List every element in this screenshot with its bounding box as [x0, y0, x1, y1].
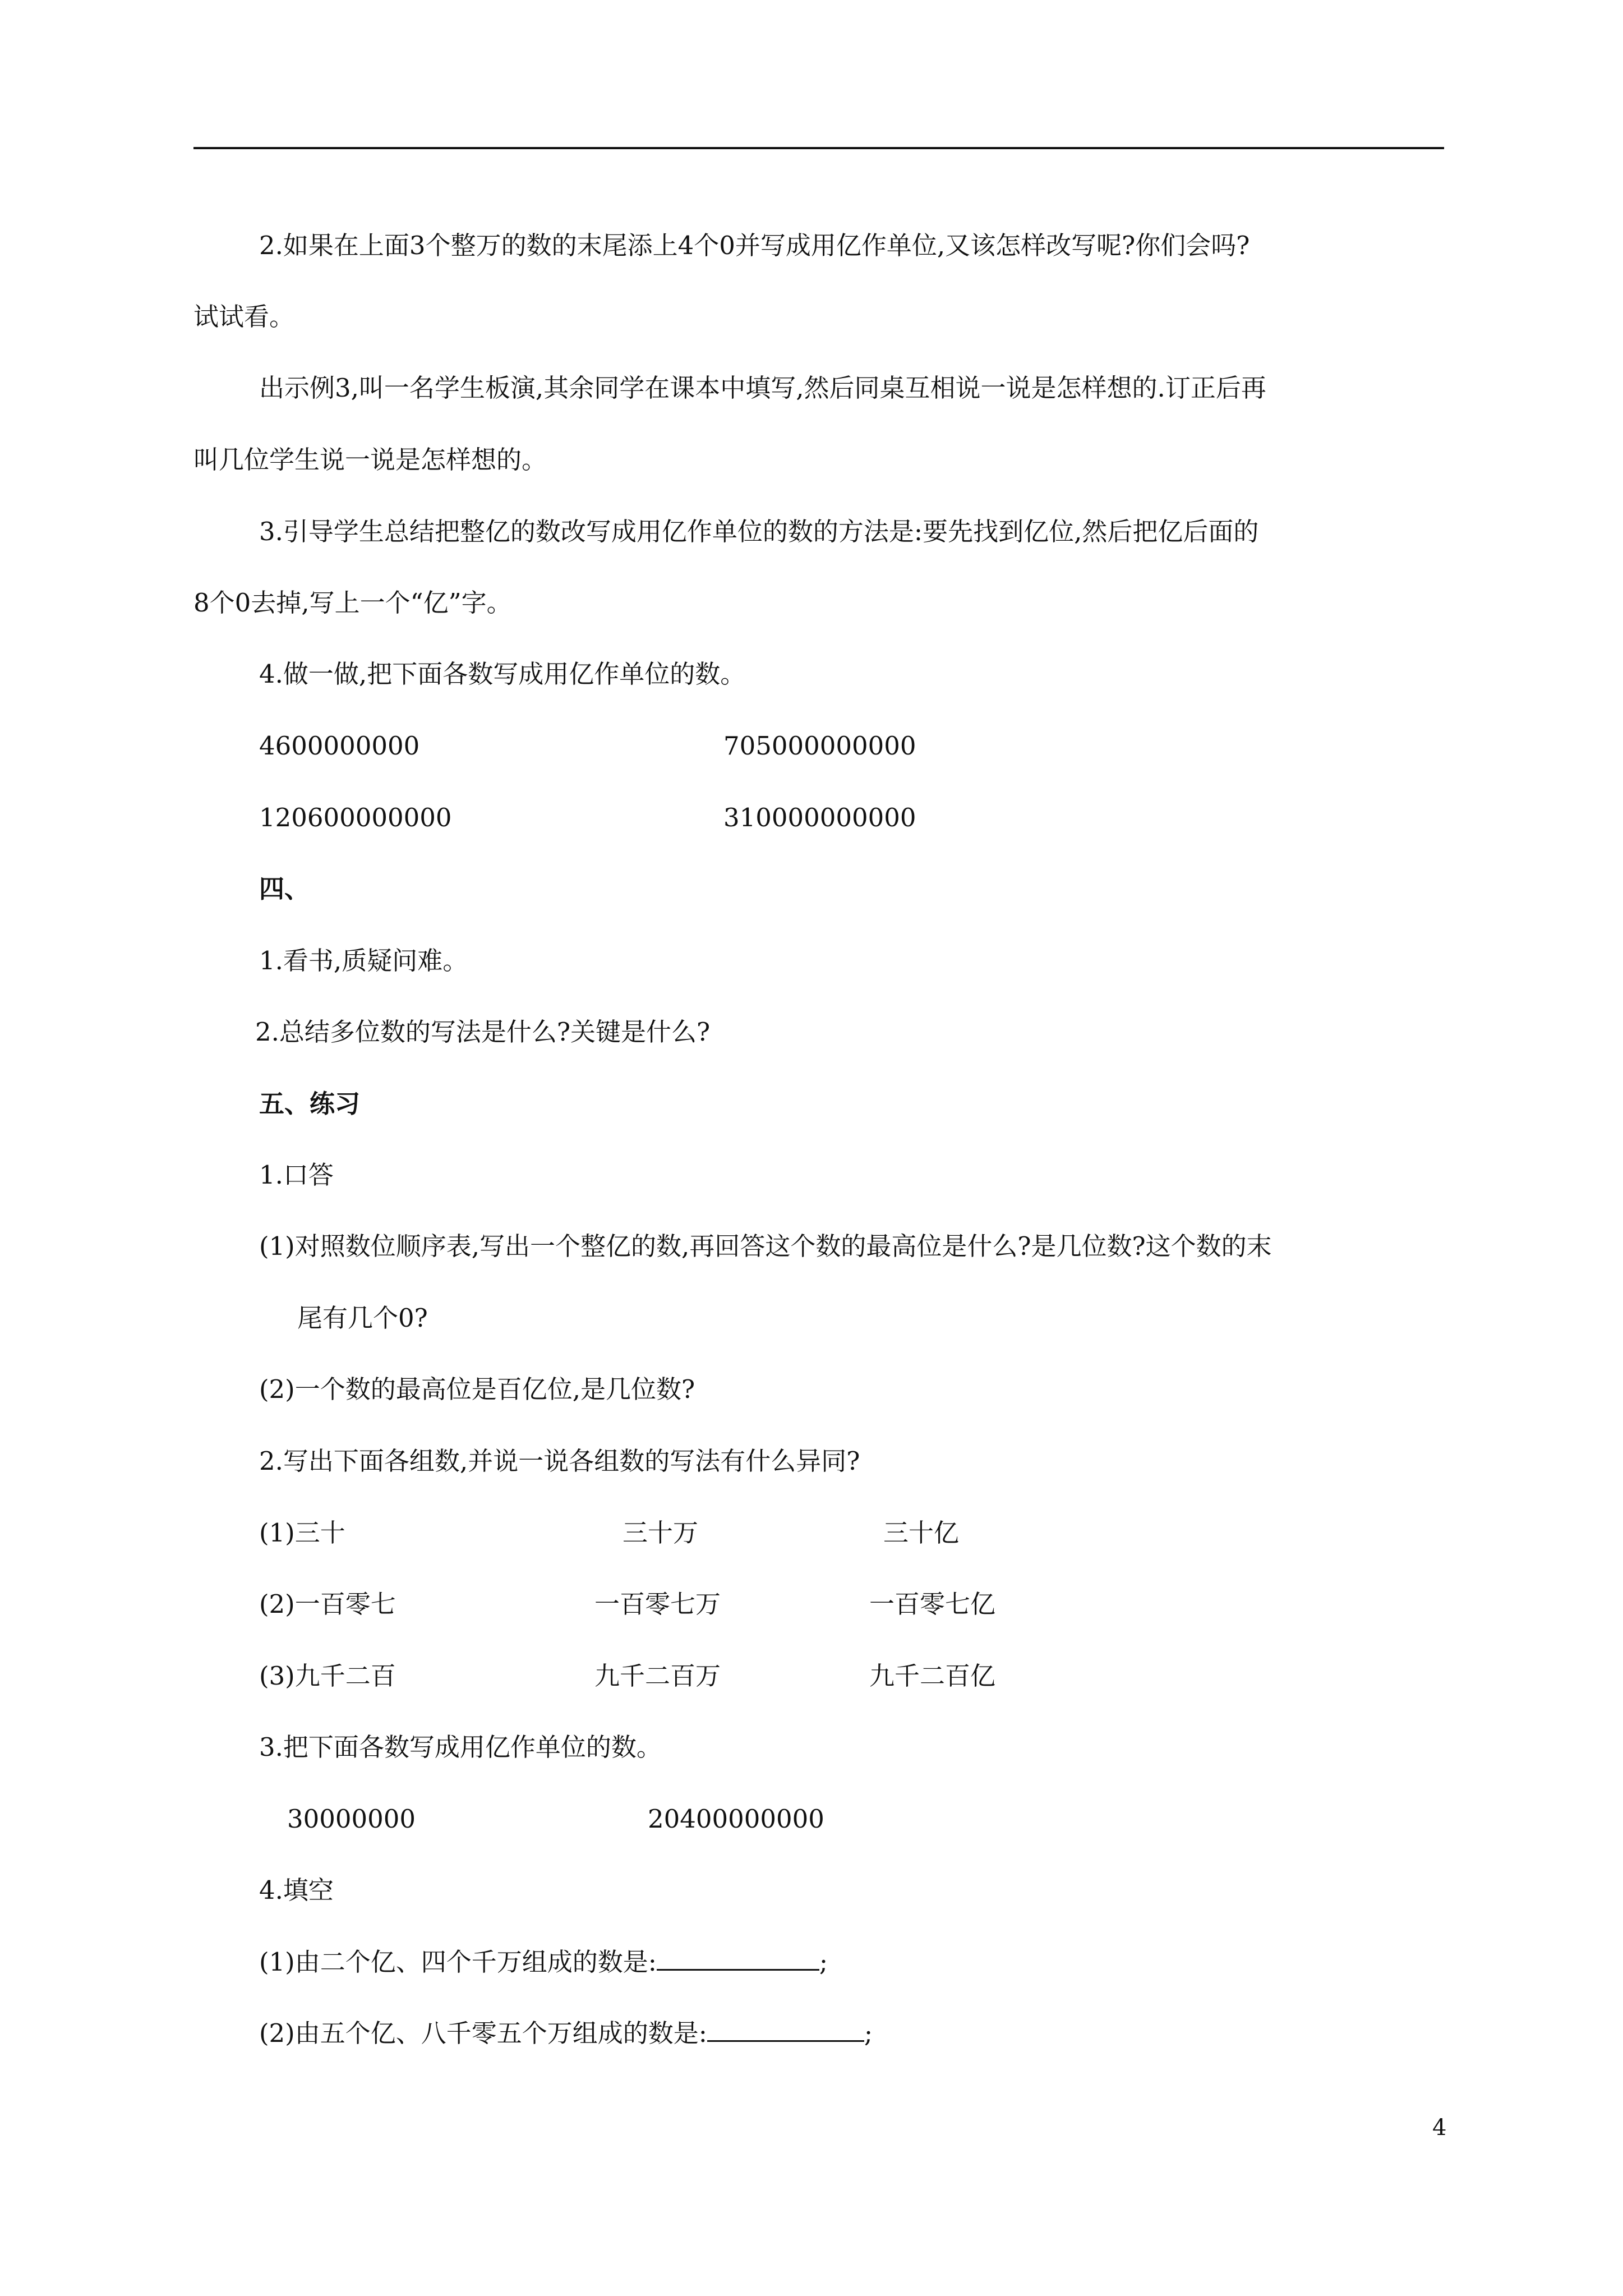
exercise-3-number: 20400000000: [648, 1804, 824, 1834]
section-4-item-1: 1.看书,质疑问难。: [259, 946, 468, 976]
number-item: 310000000000: [723, 803, 916, 832]
exercise-3-number: 30000000: [287, 1804, 416, 1834]
paragraph-3-line-1: 3.引导学生总结把整亿的数改写成用亿作单位的数的方法是:要先找到亿位,然后把亿后面的: [259, 517, 1259, 546]
number-item: 120600000000: [259, 803, 452, 832]
exercise-2-cell: 一百零七万: [594, 1589, 721, 1619]
exercise-2-cell: (1)三十: [259, 1518, 345, 1548]
exercise-1-title: 1.口答: [259, 1160, 334, 1190]
exercise-1-question-2: (2)一个数的最高位是百亿位,是几位数?: [259, 1374, 695, 1404]
example-3-line-2: 叫几位学生说一说是怎样想的。: [193, 445, 547, 475]
header-rule: [193, 147, 1444, 149]
section-4-heading: 四、: [259, 874, 310, 904]
exercise-1-question-1-line-2: 尾有几个0?: [297, 1303, 428, 1333]
section-5-heading: 五、练习: [259, 1089, 361, 1119]
exercise-2-cell: 九千二百亿: [869, 1661, 996, 1691]
exercise-4-question-2: [259, 2017, 873, 2050]
paragraph-3-line-2: 8个0去掉,写上一个“亿”字。: [193, 588, 512, 618]
exercise-2-cell: (3)九千二百: [259, 1661, 396, 1691]
paragraph-2-line-2: 试试看。: [193, 302, 295, 332]
example-3-line-1: 出示例3,叫一名学生板演,其余同学在课本中填写,然后同桌互相说一说是怎样想的.订正后再: [259, 373, 1266, 403]
exercise-4-title: 4.填空: [259, 1875, 334, 1905]
exercise-2-cell: (2)一百零七: [259, 1589, 396, 1619]
exercise-2-cell: 九千二百万: [594, 1661, 721, 1691]
number-item: 705000000000: [723, 731, 916, 761]
exercise-4-question-2-end: ;: [864, 2018, 873, 2048]
exercise-4-question-1: [259, 1945, 828, 1979]
exercise-4-question-2-text: (2)由五个亿、八千零五个万组成的数是:: [259, 2018, 707, 2048]
paragraph-2-line-1: 2.如果在上面3个整万的数的末尾添上4个0并写成用亿作单位,又该怎样改写呢?你们会吗?: [259, 231, 1250, 260]
exercise-2-title: 2.写出下面各组数,并说一说各组数的写法有什么异同?: [259, 1446, 860, 1476]
exercise-1-question-1-line-1: (1)对照数位顺序表,写出一个整亿的数,再回答这个数的最高位是什么?是几位数?这个数的末: [259, 1231, 1272, 1261]
page-number: 4: [1432, 2115, 1447, 2141]
exercise-3-title: 3.把下面各数写成用亿作单位的数。: [259, 1732, 662, 1762]
answer-blank[interactable]: [657, 1945, 819, 1971]
exercise-4-question-1-end: ;: [819, 1947, 828, 1977]
exercise-2-cell: 一百零七亿: [869, 1589, 996, 1619]
paragraph-4: 4.做一做,把下面各数写成用亿作单位的数。: [259, 659, 746, 689]
exercise-2-cell: 三十万: [623, 1518, 699, 1548]
exercise-2-cell: 三十亿: [883, 1518, 960, 1548]
answer-blank[interactable]: [707, 2017, 864, 2042]
number-item: 4600000000: [259, 731, 420, 761]
exercise-4-question-1-text: (1)由二个亿、四个千万组成的数是:: [259, 1947, 657, 1977]
section-4-item-2: 2.总结多位数的写法是什么?关键是什么?: [255, 1017, 711, 1047]
